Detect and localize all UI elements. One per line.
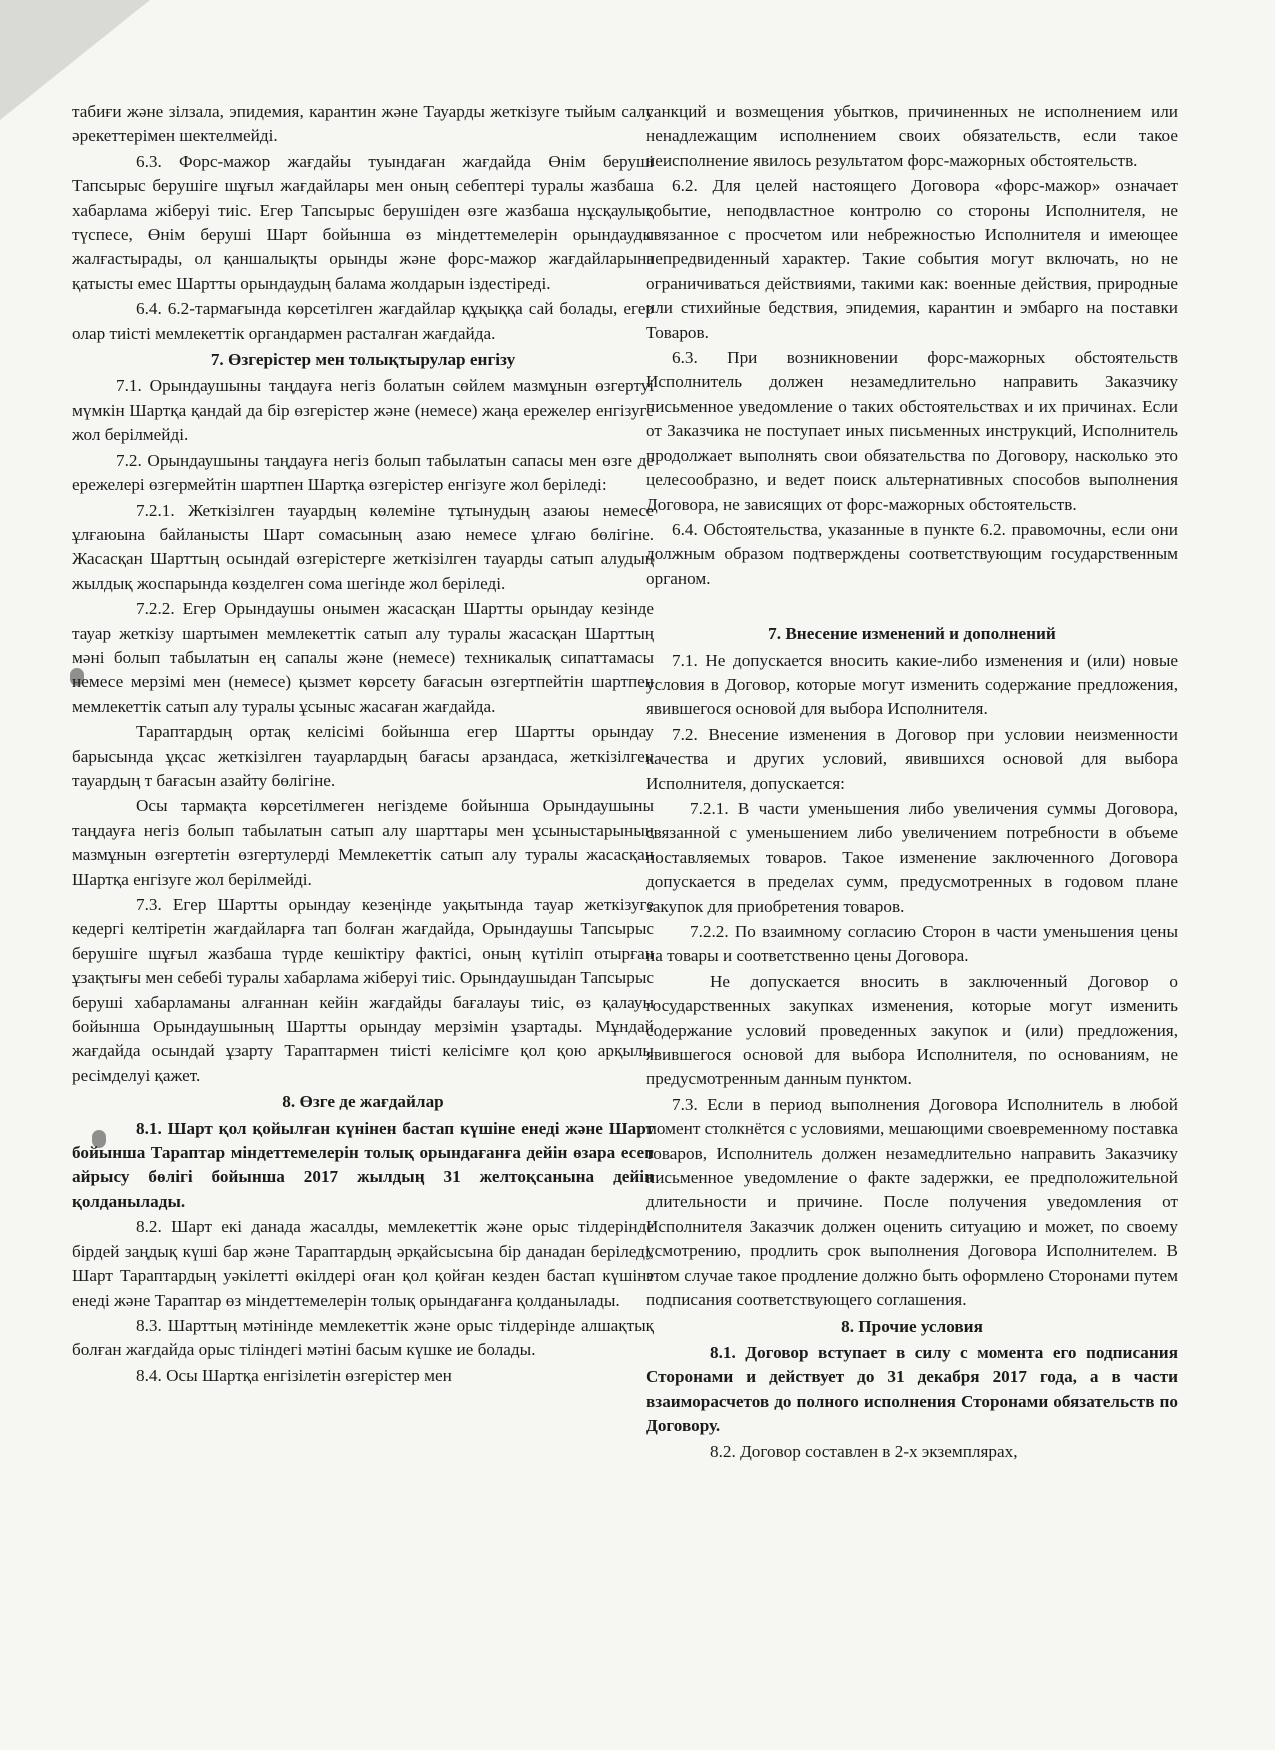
paragraph: 7.1. Не допускается вносить какие-либо изменения и (или) новые условия в Договор, которые могут изменить содержание предложения, явившегося основой для выбора Исполнителя. [646, 650, 1178, 719]
paragraph: 7.2.1. В части уменьшения либо увеличения суммы Договора, связанной с уменьшением либо увеличением потребности в объеме поставляемых товаров. Такое изменение заключенного Договора допускается в пределах сумм, предусмотренных в годовом плане закупок для приобретения товаров. [646, 798, 1178, 916]
paragraph: 7.3. Егер Шартты орындау кезеңінде уақытында тауар жеткізуге кедергі келтіретін жағдайларға тап болған жағдайда, Орындаушы Тапсырыс берушіге шұғыл жазбаша түрде кешіктіру фактісі, оның күтіліп отырған ұзақтығы мен себебі туралы хабарлама жіберуі тиіс. Орындаушыдан Тапсырыс беруші хабарламаны алғаннан кейін жағдайды бағалауы тиіс, өз қалауы бойынша Орындаушының Шартты орындау мерзімін ұзартады. Мұндай жағдайда осындай ұзарту Тараптармен тиісті келісімге қол қою арқылы ресімделуі қажет. [72, 895, 654, 1085]
paragraph: 8.1. Договор вступает в силу с момента его подписания Сторонами и действует до 31 декабря 2017 года, а в части взаиморасчетов до полного исполнения Сторонами обязательств по Договору. [646, 1342, 1178, 1436]
paragraph: 8.1. Шарт қол қойылған күнінен бастап күшіне енеді және Шарт бойынша Тараптар міндеттемелерін толық орындағанға дейін өзара есеп айрысу бөлігі бойынша 2017 жылдың 31 желтоқсанына дейін қолданылады. [72, 1118, 654, 1211]
section-heading: 7. Өзгерістер мен толықтырулар енгізу [210, 350, 516, 370]
section-heading: 8. Прочие условия [841, 1316, 983, 1336]
section-heading: 7. Внесение изменений и дополнений [768, 624, 1056, 644]
paragraph: 8.2. Шарт екі данада жасалды, мемлекеттік және орыс тілдерінде бірдей заңдық күші бар және Тараптардың әрқайсысына бір данадан беріледі, Шарт Тараптардың уәкілетті өкілдері оған қол қойған кезден бастап күшіне енеді және Тараптар өз міндеттемелерін толық орындағанға қолданылады. [72, 1217, 654, 1310]
section-heading: 8. Өзге де жағдайлар [282, 1092, 444, 1112]
right-column-russian [646, 100, 1178, 1465]
paragraph: санкций и возмещения убытков, причиненных не исполнением или ненадлежащим исполнением своих обязательств, если такое неисполнение явилось результатом форс-мажорных обстоятельств. [646, 102, 1178, 170]
paragraph: 7.2.2. Егер Орындаушы онымен жасасқан Шартты орындау кезінде тауар жеткізу шартымен мемлекеттік сатып алу туралы жасасқан Шарттың мәні болып табылатын ең сапалы және (немесе) техникалық сипаттамасы немесе мерзімі мен (немесе) қызмет көрсету бағасын өзгертпейтін шартпен мемлекеттік сатып алу туралы ұсыныс жасаған жағдайда. [72, 599, 654, 716]
paragraph: 6.2. Для целей настоящего Договора «форс-мажор» означает событие, неподвластное контролю со стороны Исполнителя, не связанное с просчетом или небрежностью Исполнителя и имеющее непредвиденный характер. Такие события могут включать, но не ограничиваться действиями, такими как: военные действия, природные или стихийные бедствия, эпидемия, карантин и эмбарго на поставки Товаров. [646, 176, 1178, 342]
paragraph: 7.2. Внесение изменения в Договор при условии неизменности качества и других условий, явившихся основой для выбора Исполнителя, допускается: [646, 724, 1178, 793]
paragraph: Осы тармақта көрсетілмеген негіздеме бойынша Орындаушыны таңдауға негіз болып табылатын сатып алу шарттары мен ұсыныстарының мазмұнын өзгертетін өзгертулерді Мемлекеттік сатып алу туралы жасасқан Шартқа енгізуге жол берілмейді. [72, 796, 654, 889]
paragraph: 6.4. Обстоятельства, указанные в пункте 6.2. правомочны, если они должным образом подтверждены соответствующим государственным органом. [646, 519, 1178, 588]
paragraph: 7.2.2. По взаимному согласию Сторон в части уменьшения цены на товары и соответственно цены Договора. [646, 922, 1178, 966]
paragraph: 6.3. При возникновении форс-мажорных обстоятельств Исполнитель должен незамедлительно направить Заказчику письменное уведомление о таких обстоятельствах и их причинах. Если от Заказчика не поступает иных письменных инструкций, Исполнитель продолжает выполнять свои обязательства по Договору, насколько это целесообразно, и ведет поиск альтернативных способов выполнения Договора, не зависящих от форс-мажорных обстоятельств. [646, 348, 1178, 514]
paragraph: 7.2.1. Жеткізілген тауардың көлеміне тұтынудың азаюы немесе ұлғаюына байланысты Шарт сомасының азаю немесе ұлғаю бөлігіне. Жасасқан Шарттың осындай өзгерістерге жеткізілген тауарды сатып алудың жылдық жоспарында көзделген сома шегінде жол беріледі. [72, 500, 654, 593]
paragraph: 8.2. Договор составлен в 2-х экземплярах, [710, 1441, 1018, 1461]
paragraph: 7.2. Орындаушыны таңдауға негіз болып табылатын сапасы мен өзге де ережелері өзгермейтін шартпен Шартқа өзгерістер енгізуге жол беріледі: [72, 450, 654, 495]
paragraph: 7.3. Если в период выполнения Договора Исполнитель в любой момент столкнётся с условиями, мешающими своевременному поставка товаров, Исполнитель должен незамедлительно направить Заказчику письменное уведомление о факте задержки, ее предположительной длительности и причине. После получения уведомления от Исполнителя Заказчик должен оценить ситуацию и может, по своему усмотрению, продлить срок выполнения Договора Исполнителем. В этом случае такое продление должно быть оформлено Сторонами путем подписания соответствующего соглашения. [646, 1094, 1178, 1310]
paragraph: Не допускается вносить в заключенный Договор о государственных закупках изменения, которые могут изменить содержание условий проведенных закупок и (или) предложения, явившегося основой для выбора Исполнителя, по основаниям, не предусмотренным данным пунктом. [646, 971, 1178, 1089]
paragraph: 8.4. Осы Шартқа енгізілетін өзгерістер мен [136, 1365, 452, 1385]
spacer [646, 592, 1178, 620]
paragraph: Тараптардың ортақ келісімі бойынша егер Шартты орындау барысында ұқсас жеткізілген тауарлардың бағасы арзандаса, жеткізілген тауардың т бағасын азайту бөлігіне. [72, 722, 654, 790]
paragraph: 6.4. 6.2-тармағында көрсетілген жағдайлар құқыққа сай болады, егер олар тиісті мемлекеттік органдармен расталған жағдайда. [72, 299, 654, 343]
paragraph: табиғи және зілзала, эпидемия, карантин және Тауарды жеткізуге тыйым салу әрекеттерімен шектелмейді. [72, 102, 654, 146]
paragraph: 8.3. Шарттың мәтінінде мемлекеттік және орыс тілдерінде алшақтық болған жағдайда орыс тіліндегі мәтіні басым күшке ие болады. [72, 1315, 654, 1360]
paragraph: 6.3. Форс-мажор жағдайы туындаған жағдайда Өнім беруші Тапсырыс берушіге шұғыл жағдайлары мен оның себептері туралы жазбаша хабарлама жіберуі тиіс. Егер Тапсырыс берушіден өзге жазбаша нұсқаулық түспесе, Өнім беруші Шарт бойынша өз міндеттемелерін орындауды жалғастырады, ол қаншалықты орынды және форс-мажор жағдайларына қатысты емес Шартты орындаудың балама жолдарын іздестіреді. [72, 151, 654, 293]
left-column-kazakh [72, 100, 654, 1389]
paragraph: 7.1. Орындаушыны таңдауға негіз болатын сөйлем мазмұнын өзгертуі мүмкін Шартқа қандай да бір өзгерістер және (немесе) жаңа ережелер енгізуге жол берілмейді. [72, 376, 654, 445]
